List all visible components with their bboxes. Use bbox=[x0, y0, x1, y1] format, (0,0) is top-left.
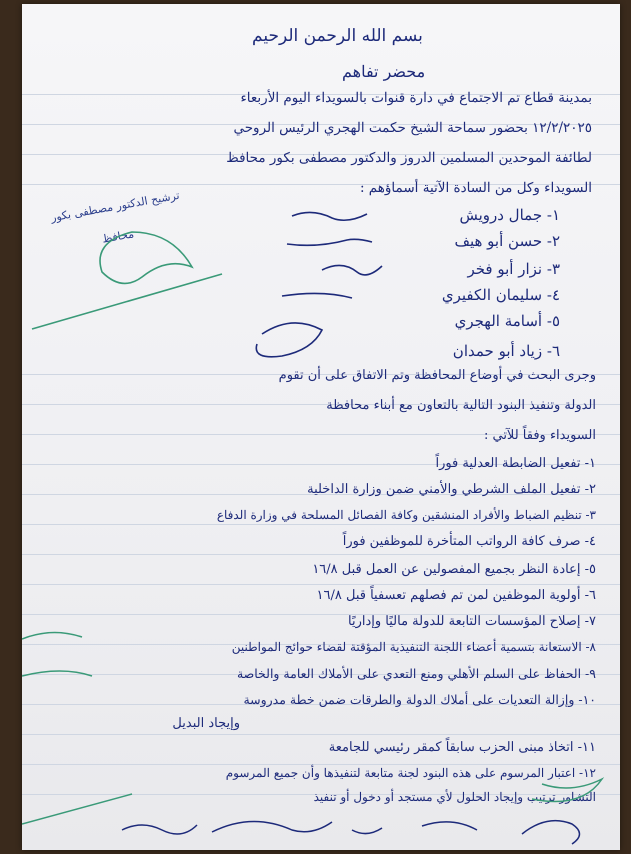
member-name: ٣- نزار أبو فخر bbox=[467, 260, 560, 278]
list-item: ٧- إصلاح المؤسسات التابعة للدولة ماليًا وإداريًا bbox=[348, 614, 596, 629]
signature-mark bbox=[422, 822, 477, 830]
governor-note: ترشيح الدكتور مصطفى بكور bbox=[49, 188, 181, 225]
intro-line: لطائفة الموحدين المسلمين الدروز والدكتور مصطفى بكور محافظ bbox=[226, 150, 592, 166]
list-item-continuation: وإيجاد البديل bbox=[172, 716, 240, 731]
list-item-continuation: التشاور ترتيب وإيجاد الحلول لأي مستجد أو دخول أو تنفيذ bbox=[313, 790, 596, 804]
governor-note-title: محافظ bbox=[101, 227, 135, 246]
signature-mark bbox=[287, 239, 372, 245]
signature-mark bbox=[122, 825, 197, 834]
signature-mark bbox=[292, 212, 367, 220]
list-item: ٩- الحفاظ على السلم الأهلي ومنع التعدي على الأملاك العامة والخاصة bbox=[236, 666, 596, 681]
signature-mark bbox=[532, 779, 602, 802]
member-name: ٥- أسامة الهجري bbox=[454, 312, 560, 330]
member-name: ٢- حسن أبو هيف bbox=[454, 232, 560, 250]
member-name: ١- جمال درويش bbox=[459, 206, 560, 224]
list-item: ٤- صرف كافة الرواتب المتأخرة للموظفين فوراً bbox=[342, 534, 596, 549]
signature-mark bbox=[282, 293, 352, 298]
document-title: محضر تفاهم bbox=[342, 62, 426, 81]
signature-mark bbox=[22, 794, 132, 824]
signature-mark bbox=[352, 828, 382, 834]
list-item: ٢- تفعيل الملف الشرطي والأمني ضمن وزارة الداخلية bbox=[307, 482, 596, 497]
intro-line: بمدينة قطاع تم الاجتماع في دارة قنوات بالسويداء اليوم الأربعاء bbox=[240, 90, 592, 106]
clause-line: وجرى البحث في أوضاع المحافظة وتم الاتفاق على أن تقوم bbox=[278, 368, 596, 383]
clause-line: الدولة وتنفيذ البنود التالية بالتعاون مع أبناء محافظة bbox=[326, 398, 596, 413]
list-item: ٨- الاستعانة بتسمية أعضاء اللجنة التنفيذية المؤقتة لقضاء حوائج المواطنين bbox=[231, 640, 596, 654]
list-item: ١١- اتخاذ مبنى الحزب سابقاً كمقر رئيسي للجامعة bbox=[328, 740, 596, 755]
list-item: ٥- إعادة النظر بجميع المفصولين عن العمل قبل ١٦/٨ bbox=[312, 562, 596, 577]
list-item: ٣- تنظيم الضباط والأفراد المنشقين وكافة الفصائل المسلحة في وزارة الدفاع bbox=[216, 508, 596, 522]
signatures-layer bbox=[22, 4, 620, 850]
basmala: بسم الله الرحمن الرحيم bbox=[252, 26, 423, 46]
intro-line: السويداء وكل من السادة الآتية أسماؤهم : bbox=[359, 180, 592, 196]
list-item: ٦- أولوية الموظفين لمن تم فصلهم تعسفياً قبل ١٦/٨ bbox=[316, 588, 596, 603]
signature-mark bbox=[256, 323, 322, 357]
signature-mark bbox=[522, 821, 580, 844]
signature-mark bbox=[322, 265, 382, 274]
clause-line: السويداء وفقاً للآتي : bbox=[483, 428, 596, 443]
signature-mark bbox=[22, 671, 92, 676]
member-name: ٤- سليمان الكفيري bbox=[441, 286, 560, 304]
document-page bbox=[22, 4, 620, 850]
signature-mark bbox=[212, 821, 332, 832]
list-item: ١٢- اعتبار المرسوم على هذه البنود لجنة متابعة لتنفيذها وأن جميع المرسوم bbox=[225, 766, 596, 780]
signature-mark bbox=[100, 232, 192, 283]
signature-mark bbox=[22, 632, 82, 639]
list-item: ١٠- وإزالة التعديات على أملاك الدولة والطرقات ضمن خطة مدروسة bbox=[243, 692, 596, 707]
intro-line: ١٢/٢/٢٠٢٥ بحضور سماحة الشيخ حكمت الهجري الرئيس الروحي bbox=[233, 120, 592, 136]
signature-mark bbox=[32, 274, 222, 329]
list-item: ١- تفعيل الضابطة العدلية فوراً bbox=[435, 456, 596, 471]
member-name: ٦- زياد أبو حمدان bbox=[452, 342, 560, 360]
